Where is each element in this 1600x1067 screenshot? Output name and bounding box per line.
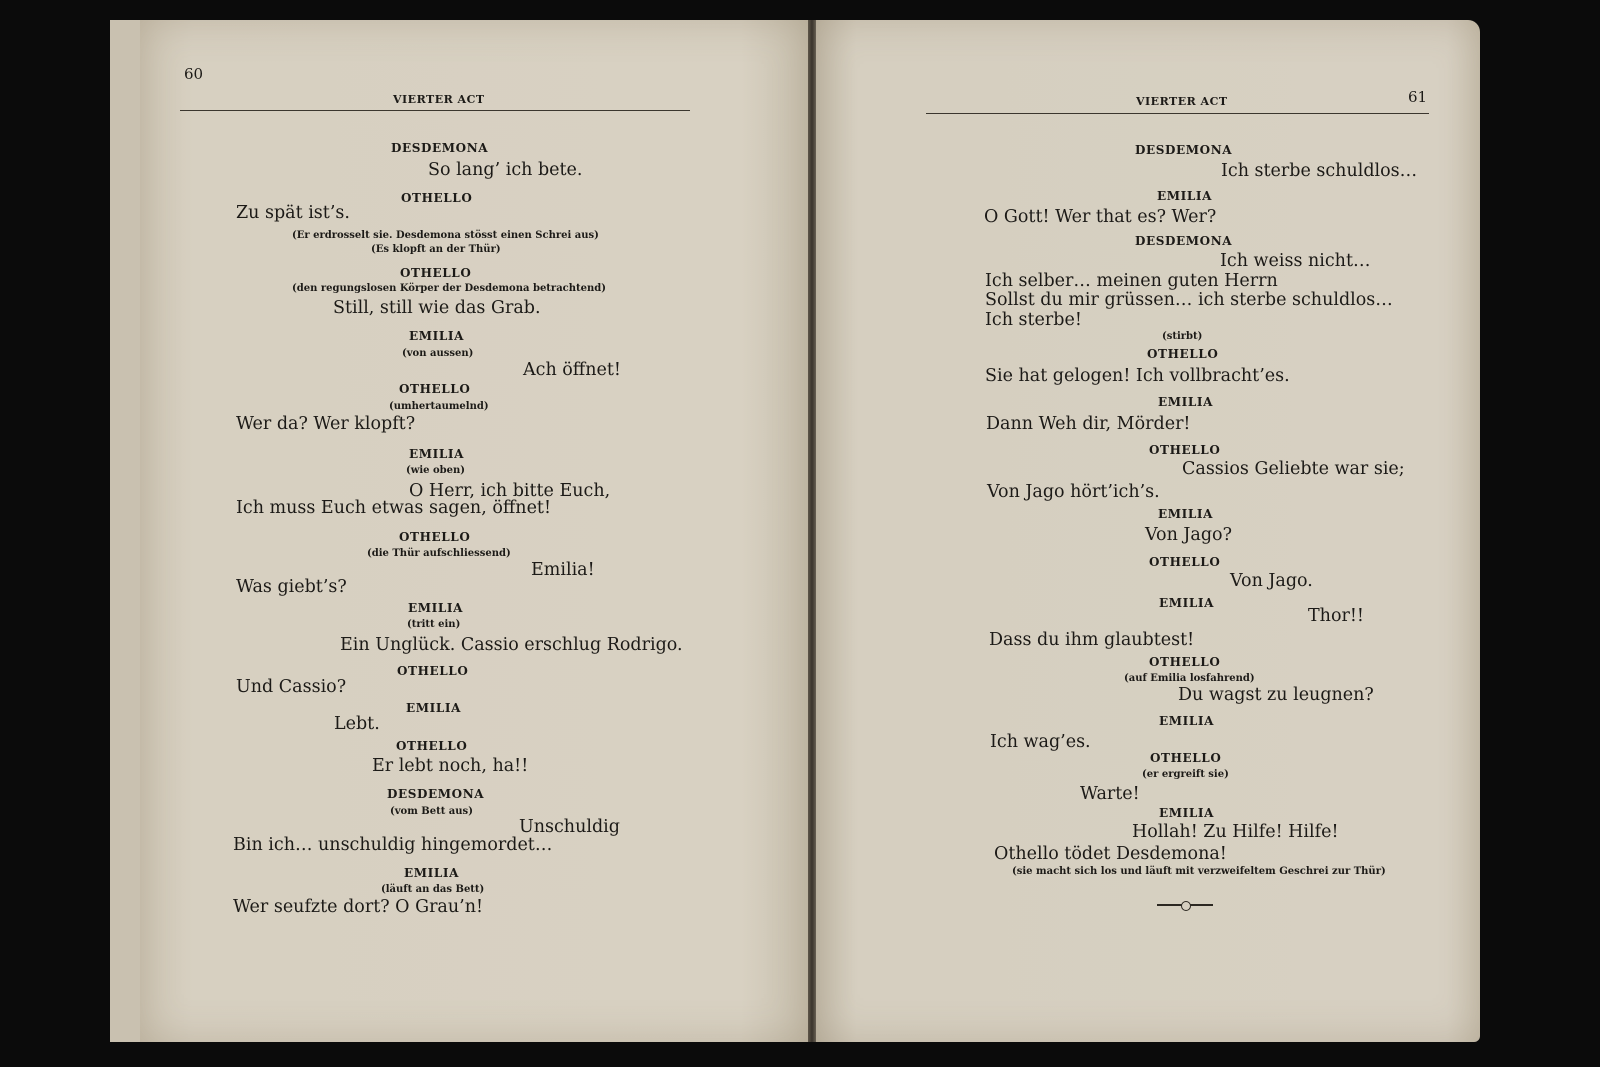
speaker: OTHELLO <box>399 530 471 544</box>
verse-line: Ich sterbe! <box>985 310 1082 330</box>
speaker: OTHELLO <box>400 266 472 280</box>
speaker: EMILIA <box>1157 189 1213 203</box>
verse-line: Still, still wie das Grab. <box>333 298 541 318</box>
verse-line: Dass du ihm glaubtest! <box>989 630 1195 650</box>
verse-line: Lebt. <box>334 714 380 734</box>
stage-direction: (auf Emilia losfahrend) <box>1124 673 1255 684</box>
page-number-left: 60 <box>184 65 204 83</box>
stage-direction: (läuft an das Bett) <box>381 884 485 895</box>
speaker: OTHELLO <box>399 382 471 396</box>
verse-line: Wer da? Wer klopft? <box>236 414 416 434</box>
speaker: DESDEMONA <box>1135 143 1233 157</box>
running-head-right: VIERTER ACT <box>1136 95 1228 108</box>
verse-line: Thor!! <box>1308 606 1364 626</box>
verse-line: Und Cassio? <box>236 677 347 697</box>
running-head-left: VIERTER ACT <box>393 93 485 106</box>
speaker: EMILIA <box>404 866 460 880</box>
verse-line: Was giebt’s? <box>236 577 347 597</box>
verse-line: Sollst du mir grüssen… ich sterbe schuldlos… <box>985 290 1393 310</box>
verse-line: O Gott! Wer that es? Wer? <box>984 207 1217 227</box>
speaker: OTHELLO <box>1149 443 1221 457</box>
stage-direction: (wie oben) <box>406 465 466 476</box>
stage-direction: (umhertaumelnd) <box>389 401 489 412</box>
verse-line: Er lebt noch, ha!! <box>372 756 529 776</box>
verse-line: Hollah! Zu Hilfe! Hilfe! <box>1132 822 1339 842</box>
verse-line: Ach öffnet! <box>523 360 621 380</box>
verse-line: Emilia! <box>531 560 595 580</box>
header-rule-left <box>180 110 690 111</box>
speaker: DESDEMONA <box>1135 234 1233 248</box>
verse-line: Ich muss Euch etwas sagen, öffnet! <box>236 498 551 518</box>
verse-line: Ich weiss nicht… <box>1220 251 1371 271</box>
verse-line: Von Jago. <box>1230 571 1313 591</box>
stage-direction: (von aussen) <box>402 348 474 359</box>
stage-direction: (die Thür aufschliessend) <box>367 548 511 559</box>
verse-line: Wer seufzte dort? O Grau’n! <box>233 897 484 917</box>
stage-direction: (Er erdrosselt sie. Desdemona stösst einen Schrei aus) <box>292 230 599 241</box>
verse-line: Cassios Geliebte war sie; <box>1182 459 1405 479</box>
speaker: EMILIA <box>1159 806 1215 820</box>
speaker: OTHELLO <box>1149 555 1221 569</box>
stage-direction: (den regungslosen Körper der Desdemona betrachtend) <box>292 283 607 294</box>
stage-direction: (vom Bett aus) <box>390 806 473 817</box>
speaker: EMILIA <box>409 329 465 343</box>
speaker: EMILIA <box>409 447 465 461</box>
speaker: OTHELLO <box>397 664 469 678</box>
speaker: EMILIA <box>1158 395 1214 409</box>
verse-line: Unschuldig <box>519 817 620 837</box>
speaker: OTHELLO <box>1149 655 1221 669</box>
verse-line: Othello tödet Desdemona! <box>994 844 1227 864</box>
speaker: OTHELLO <box>396 739 468 753</box>
speaker: DESDEMONA <box>391 141 489 155</box>
verse-line: Sie hat gelogen! Ich vollbracht’es. <box>985 366 1290 386</box>
verse-line: Warte! <box>1080 784 1140 804</box>
verse-line: O Herr, ich bitte Euch, <box>409 481 611 501</box>
verse-line: Ich selber… meinen guten Herrn <box>985 271 1278 291</box>
verse-line: Du wagst zu leugnen? <box>1178 685 1374 705</box>
end-ornament <box>1157 904 1213 906</box>
verse-line: Von Jago hört’ich’s. <box>987 482 1160 502</box>
speaker: EMILIA <box>1159 714 1215 728</box>
speaker: EMILIA <box>1158 507 1214 521</box>
speaker: OTHELLO <box>1150 751 1222 765</box>
header-rule-right <box>926 113 1429 114</box>
speaker: DESDEMONA <box>387 787 485 801</box>
speaker: OTHELLO <box>401 191 473 205</box>
stage-direction: (er ergreift sie) <box>1142 769 1229 780</box>
verse-line: So lang’ ich bete. <box>428 160 583 180</box>
verse-line: Von Jago? <box>1145 525 1232 545</box>
verse-line: Ich wag’es. <box>990 732 1091 752</box>
speaker: EMILIA <box>406 701 462 715</box>
verse-line: Zu spät ist’s. <box>236 203 350 223</box>
verse-line: Bin ich… unschuldig hingemordet… <box>233 835 553 855</box>
speaker: EMILIA <box>408 601 464 615</box>
verse-line: Ein Unglück. Cassio erschlug Rodrigo. <box>340 635 683 655</box>
stage-direction: (Es klopft an der Thür) <box>371 244 501 255</box>
stage-direction: (tritt ein) <box>407 619 461 630</box>
verse-line: Dann Weh dir, Mörder! <box>986 414 1191 434</box>
speaker: OTHELLO <box>1147 347 1219 361</box>
page-number-right: 61 <box>1408 88 1428 106</box>
verse-line: Ich sterbe schuldlos… <box>1221 161 1418 181</box>
speaker: EMILIA <box>1159 596 1215 610</box>
stage-direction: (sie macht sich los und läuft mit verzweifeltem Geschrei zur Thür) <box>1012 866 1386 877</box>
stage-direction: (stirbt) <box>1162 331 1203 342</box>
